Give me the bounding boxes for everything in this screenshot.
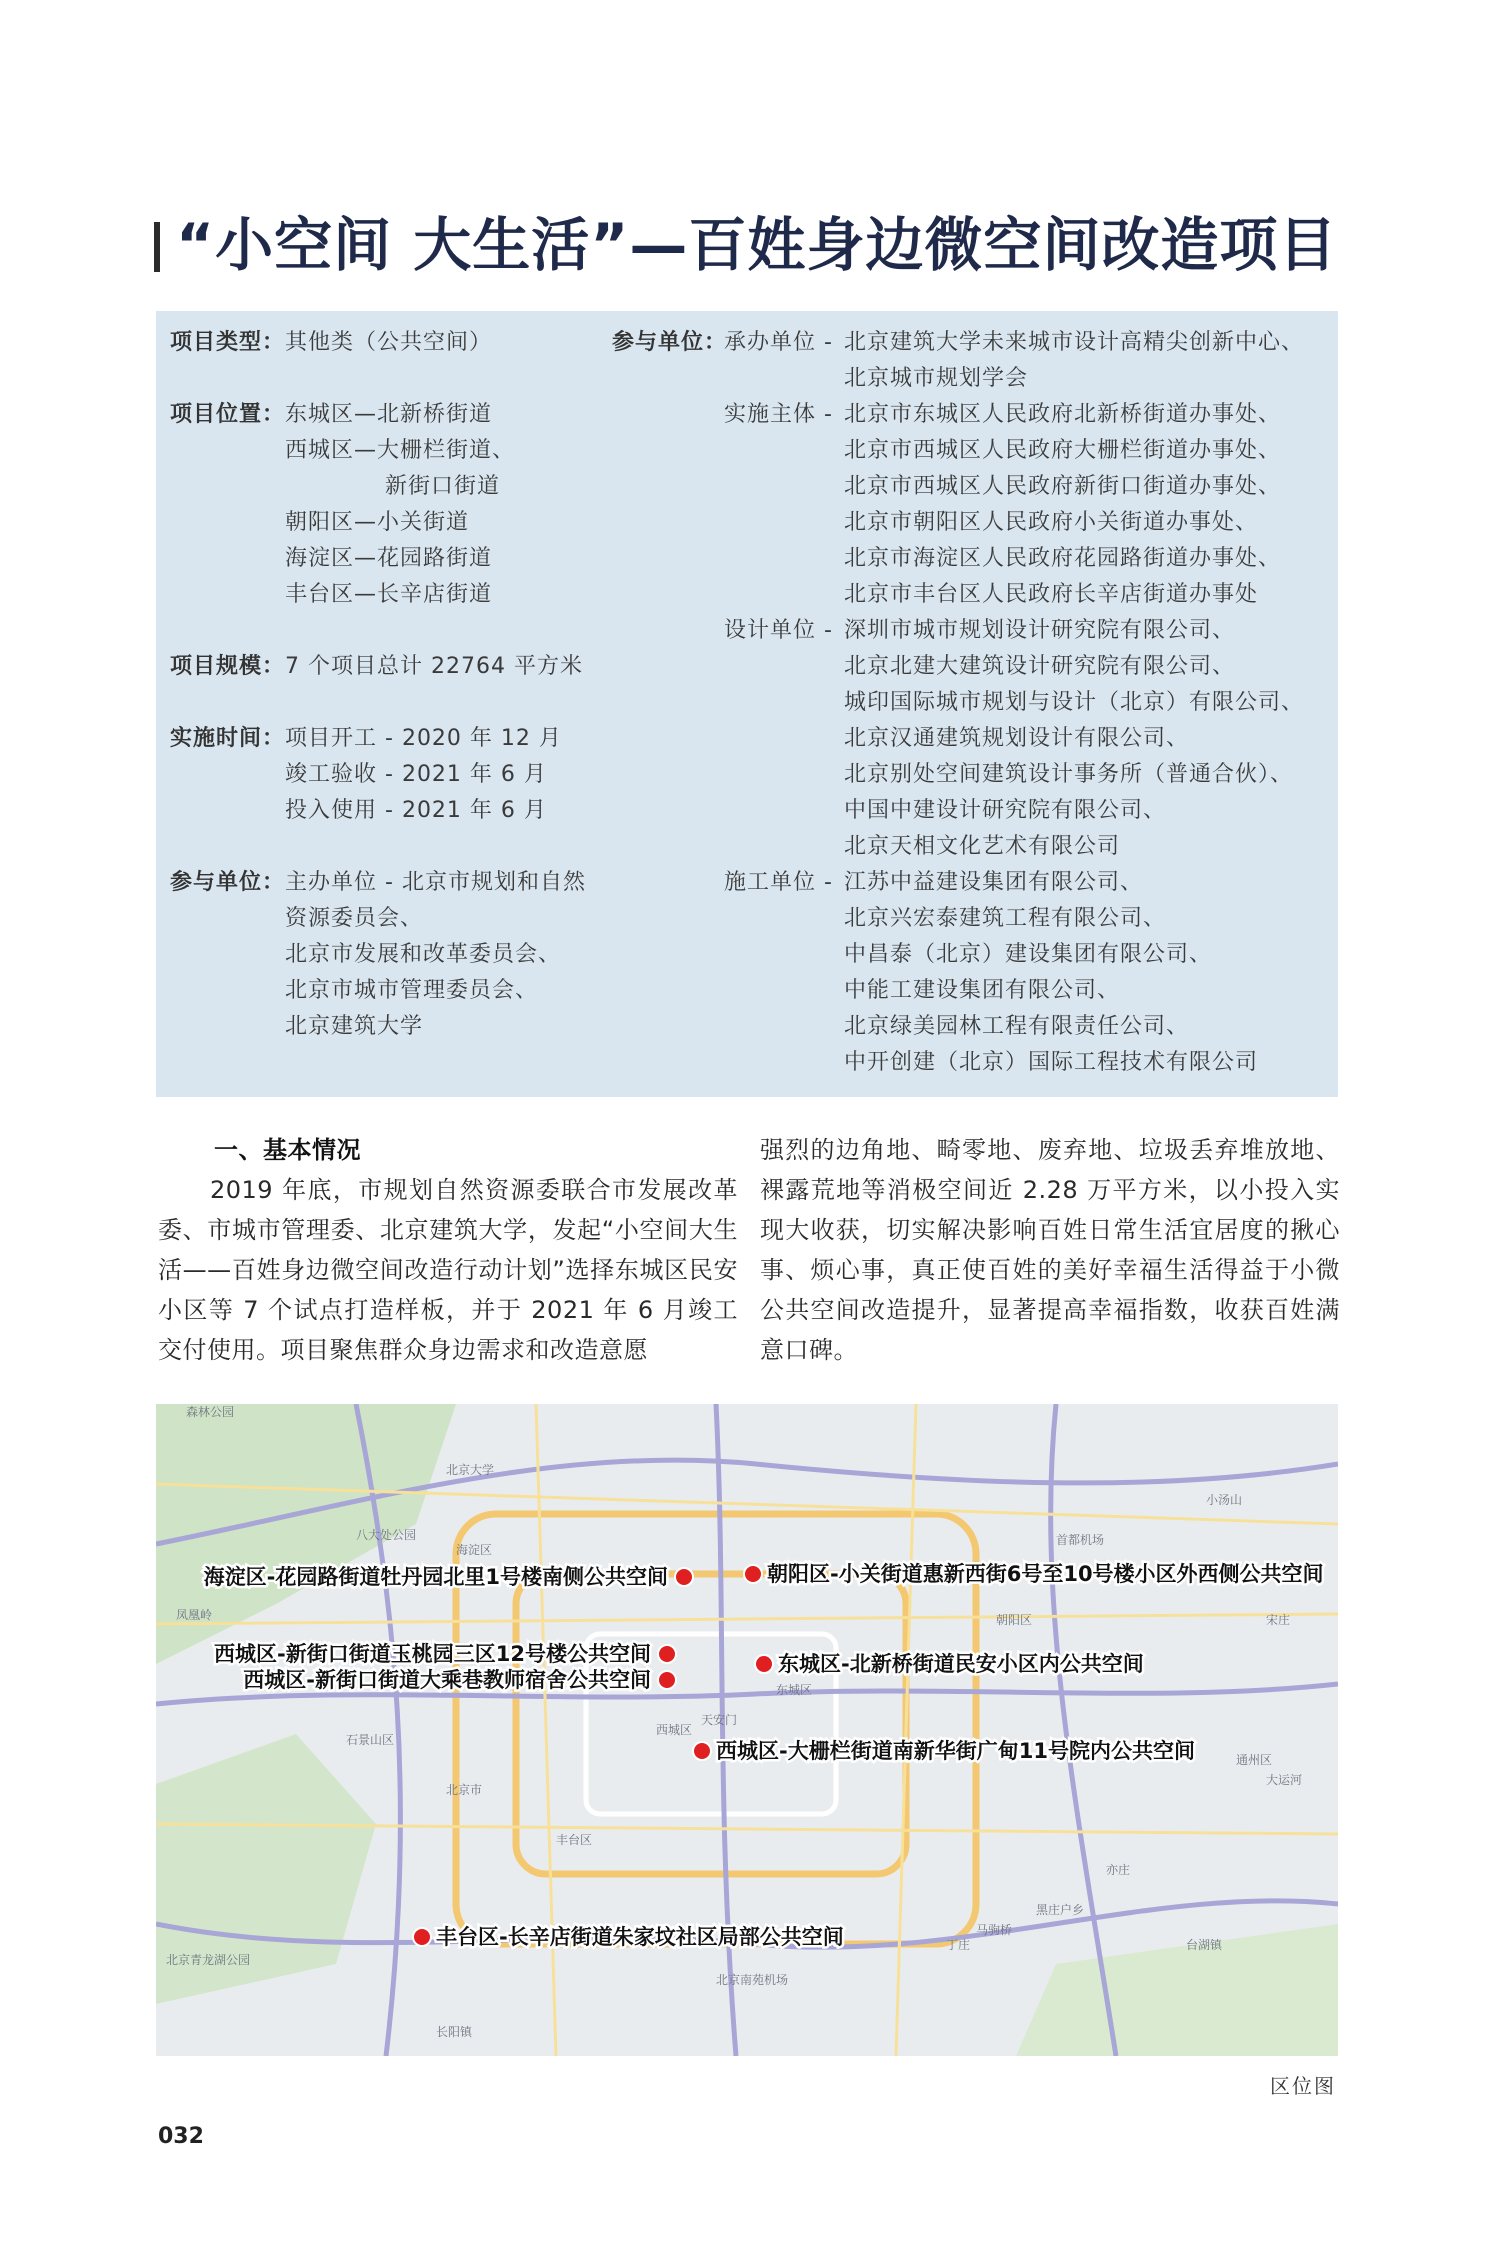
designer-line: 中国中建设计研究院有限公司、: [844, 798, 1167, 823]
implementer-line: 北京市东城区人民政府北新桥街道办事处、: [844, 402, 1282, 427]
implementer-line: 北京市西城区人民政府大栅栏街道办事处、: [844, 438, 1282, 463]
designer-line: 北京天相文化艺术有限公司: [844, 834, 1121, 859]
location-line: 海淀区—花园路街道: [285, 546, 493, 571]
body-paragraph: 2019 年底，市规划自然资源委联合市发展改革委、市城市管理委、北京建筑大学，发起“小空间大生活——百姓身边微空间改造行动计划”选择东城区民安小区等 7 个试点打造样板，并于 2021 年 6 月竣工交付使用。项目聚焦群众身边需求和改造意愿: [158, 1176, 738, 1364]
map-marker-label: 西城区-新街口街道大乘巷教师宿舍公共空间: [243, 1668, 651, 1692]
host-line: 北京市城市管理委员会、: [285, 978, 539, 1003]
implementer-line: 北京市朝阳区人民政府小关街道办事处、: [844, 510, 1259, 535]
location-line: 丰台区—长辛店街道: [285, 582, 493, 607]
map-marker: [693, 1742, 711, 1760]
map-place-name: 东城区: [776, 1683, 813, 1697]
info-left-column: [170, 325, 630, 1045]
map-canvas: [156, 1404, 1338, 2056]
implementer-line: 北京市丰台区人民政府长辛店街道办事处: [844, 582, 1259, 607]
map-place-name: 通州区: [1236, 1753, 1273, 1767]
builder-line: 北京绿美园林工程有限责任公司、: [844, 1014, 1190, 1039]
host-line: 资源委员会、: [285, 906, 424, 931]
builder-line: 中能工建设集团有限公司、: [844, 978, 1121, 1003]
map-marker-label: 西城区-大栅栏街道南新华街广甸11号院内公共空间: [716, 1739, 1195, 1763]
location-line: 朝阳区—小关街道: [285, 510, 470, 535]
time-line: 投入使用 - 2021 年 6 月: [285, 798, 547, 823]
type-label: 项目类型：: [170, 330, 286, 355]
map-marker: [658, 1645, 676, 1663]
builder-line: 中开创建（北京）国际工程技术有限公司: [844, 1050, 1259, 1075]
map-place-name: 丁庄: [946, 1938, 971, 1952]
location-map: [156, 1404, 1338, 2056]
page-title: “小空间 大生活”—百姓身边微空间改造项目: [176, 211, 1338, 279]
map-place-name: 大运河: [1266, 1773, 1303, 1787]
map-place-name: 石景山区: [346, 1733, 395, 1747]
scale-value: 7 个项目总计 22764 平方米: [285, 654, 583, 679]
type-value: 其他类（公共空间）: [285, 330, 493, 355]
designer-line: 北京别处空间建筑设计事务所（普通合伙）、: [844, 762, 1294, 787]
location-label: 项目位置：: [170, 402, 286, 427]
implementer-line: 北京市海淀区人民政府花园路街道办事处、: [844, 546, 1282, 571]
designer-line: 北京北建大建筑设计研究院有限公司、: [844, 654, 1236, 679]
map-marker-label: 丰台区-长辛店街道朱家坟社区局部公共空间: [436, 1925, 844, 1949]
body-column-left: [158, 1130, 738, 1370]
section-heading: 一、基本情况: [214, 1136, 361, 1164]
map-marker: [413, 1928, 431, 1946]
map-place-name: 凤凰岭: [176, 1608, 213, 1622]
builder-line: 北京兴宏泰建筑工程有限公司、: [844, 906, 1167, 931]
participants-label: 参与单位：: [170, 870, 286, 895]
builder-line: 中昌泰（北京）建设集团有限公司、: [844, 942, 1213, 967]
map-place-name: 朝阳区: [996, 1613, 1033, 1627]
map-marker: [755, 1655, 773, 1673]
organizer-line: 北京建筑大学未来城市设计高精尖创新中心、: [844, 330, 1305, 355]
page-number: 032: [158, 2124, 204, 2149]
designer-line: 深圳市城市规划设计研究院有限公司、: [844, 618, 1236, 643]
body-column-right: 强烈的边角地、畸零地、废弃地、垃圾丢弃堆放地、裸露荒地等消极空间近 2.28 万平方米，以小投入实现大收获，切实解决影响百姓日常生活宜居度的揪心事、烦心事，真正使百姓的美好幸福生活得益于小微公共空间改造提升，显著提高幸福指数，收获百姓满意口碑。: [760, 1136, 1340, 1364]
implementer-line: 北京市西城区人民政府新街口街道办事处、: [844, 474, 1282, 499]
designer-line: 北京汉通建筑规划设计有限公司、: [844, 726, 1190, 751]
host-line: 北京市发展和改革委员会、: [285, 942, 562, 967]
map-marker-label: 海淀区-花园路街道牡丹园北里1号楼南侧公共空间: [203, 1565, 668, 1589]
map-place-name: 马驹桥: [976, 1923, 1013, 1937]
map-place-name: 小汤山: [1206, 1493, 1243, 1507]
map-marker-label: 西城区-新街口街道玉桃园三区12号楼公共空间: [214, 1642, 651, 1666]
map-place-name: 台湖镇: [1186, 1938, 1223, 1952]
map-marker: [658, 1671, 676, 1689]
map-marker: [744, 1565, 762, 1583]
map-marker-label: 东城区-北新桥街道民安小区内公共空间: [778, 1652, 1144, 1676]
map-place-name: 宋庄: [1266, 1613, 1291, 1627]
map-place-name: 丰台区: [556, 1833, 593, 1847]
location-line: 西城区—大栅栏街道、: [285, 438, 516, 463]
map-place-name: 天安门: [701, 1713, 738, 1727]
project-info-box: [156, 311, 1338, 1097]
map-place-name: 西城区: [656, 1723, 693, 1737]
map-place-name: 北京青龙湖公园: [166, 1953, 251, 1967]
title-accent-bar: [154, 222, 160, 272]
time-line: 竣工验收 - 2021 年 6 月: [285, 762, 547, 787]
map-place-name: 亦庄: [1106, 1863, 1131, 1877]
builder-label: 施工单位 -: [724, 870, 833, 895]
map-place-name: 八大处公园: [356, 1528, 417, 1542]
designer-label: 设计单位 -: [724, 618, 833, 643]
right-participants-label: 参与单位：: [612, 330, 728, 355]
map-place-name: 北京大学: [446, 1463, 495, 1477]
builder-line: 江苏中益建设集团有限公司、: [844, 870, 1144, 895]
scale-label: 项目规模：: [170, 654, 286, 679]
map-place-name: 海淀区: [456, 1543, 493, 1557]
designer-line: 城印国际城市规划与设计（北京）有限公司、: [844, 690, 1305, 715]
map-place-name: 北京市: [446, 1783, 483, 1797]
map-place-name: 北京南苑机场: [716, 1973, 789, 1987]
map-marker-label: 朝阳区-小关街道惠新西街6号至10号楼小区外西侧公共空间: [767, 1562, 1324, 1586]
map-place-name: 森林公园: [186, 1405, 235, 1419]
time-line: 项目开工 - 2020 年 12 月: [285, 726, 562, 751]
map-place-name: 长阳镇: [436, 2025, 473, 2039]
organizer-label: 承办单位 -: [724, 330, 833, 355]
location-line: 新街口街道: [385, 474, 501, 499]
organizer-line: 北京城市规划学会: [844, 366, 1029, 391]
map-marker: [675, 1568, 693, 1586]
time-label: 实施时间：: [170, 726, 286, 751]
implementer-label: 实施主体 -: [724, 402, 833, 427]
map-place-name: 黑庄户乡: [1036, 1903, 1085, 1917]
host-line: 北京建筑大学: [285, 1014, 424, 1039]
map-place-name: 首都机场: [1056, 1533, 1105, 1547]
location-line: 东城区—北新桥街道: [285, 402, 493, 427]
host-line: 主办单位 - 北京市规划和自然: [285, 870, 586, 895]
info-right-column: [612, 325, 1332, 1081]
map-caption: 区位图: [1270, 2074, 1336, 2098]
